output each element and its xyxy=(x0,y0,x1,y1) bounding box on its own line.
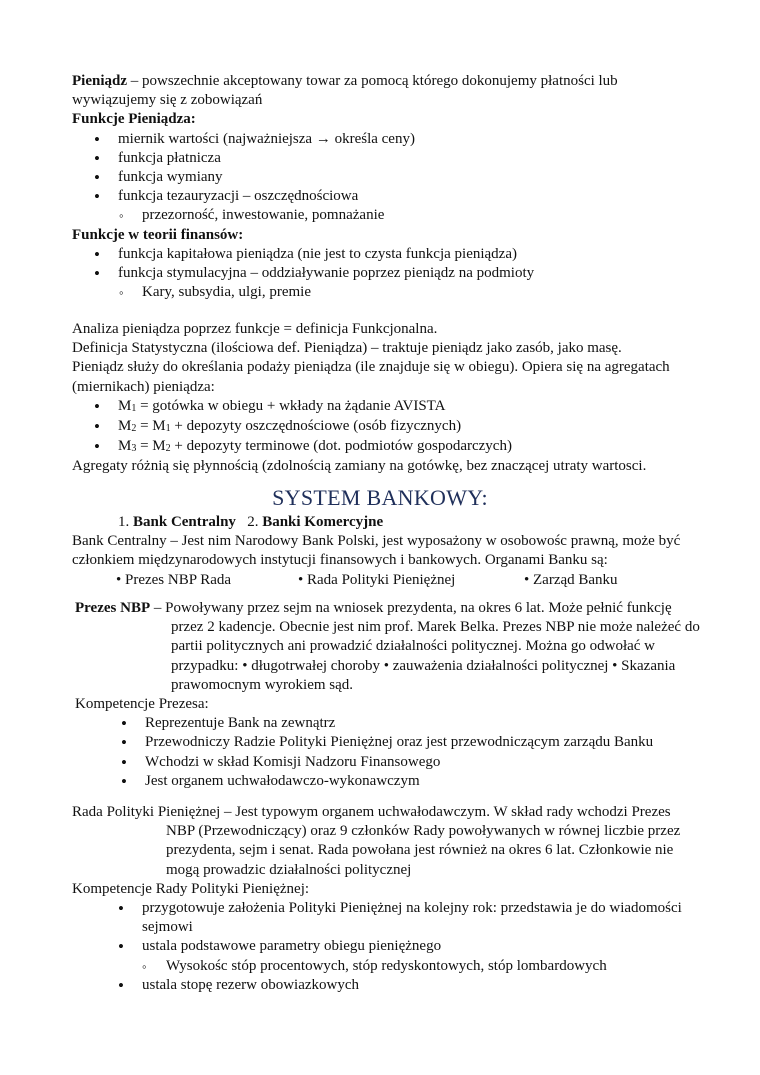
list-item: • funkcja wymiany xyxy=(72,168,702,187)
bank-type-commercial: Banki Komercyjne xyxy=(262,514,384,530)
list-item: • funkcja płatnicza xyxy=(72,149,702,168)
list-item: • Wchodzi w skład Komisji Nadzoru Finansowego xyxy=(75,753,705,772)
paragraph: Definicja Statystyczna (ilościowa def. Pieniądza) – traktuje pieniądz jako zasób, jako masę. xyxy=(72,340,622,357)
paragraph: Agregaty różnią się płynnością (zdolnością zamiany na gotówkę, bez znaczącej utraty wartosci. xyxy=(72,458,647,475)
paragraph: Pieniądz służy do określania podaży pieniądza (ile znajduje się w obiegu). Opiera się na agregatach (miernikach) pieniądza: xyxy=(72,359,670,395)
functions-list xyxy=(72,130,702,226)
money-section xyxy=(72,72,702,302)
list-item: • funkcja stymulacyjna – oddziaływanie poprzez pieniądz na podmioty xyxy=(72,264,702,283)
functions-title: Funkcje Pieniądza: xyxy=(72,111,196,128)
organ-item: • Prezes NBP Rada xyxy=(116,571,232,588)
list-item: • miernik wartości (najważniejsza → określa ceny) xyxy=(72,130,702,149)
aggregate-m3: • $M_3 = M_2$ + depozyty terminowe (dot. podmiotów gospodarczych) xyxy=(72,437,702,457)
money-term: Pieniądz xyxy=(72,73,127,89)
president-competences-title: Kompetencje Prezesa: xyxy=(75,696,209,713)
central-bank-description: Bank Centralny – Jest nim Narodowy Bank Polski, jest wyposażony w osobowośc prawną, może być członkiem międzynarodowych instytucji finansowych i bankowych. Organami Banku są: xyxy=(72,533,681,569)
sub-list-item: ◦ Wysokośc stóp procentowych, stóp redyskontowych, stóp lombardowych xyxy=(72,957,702,976)
council-section xyxy=(72,803,702,995)
list-item: • ustala podstawowe parametry obiegu pieniężnego xyxy=(72,937,702,956)
list-item: • Jest organem uchwałodawczo-wykonawczym xyxy=(75,772,705,791)
organ-item: • Zarząd Banku xyxy=(524,571,618,588)
bank-organs xyxy=(72,571,702,590)
council-competences-list xyxy=(72,899,702,995)
aggregate-m2: • $M_2 = M_1$ + depozyty oszczędnościowe (osób fizycznych) xyxy=(72,417,702,437)
bank-type-central: Bank Centralny xyxy=(133,514,236,530)
analysis-section xyxy=(72,320,702,477)
money-definition-text: – powszechnie akceptowany towar za pomocą którego dokonujemy płatności lub wywiązujemy się z zobowiązań xyxy=(72,73,618,109)
president-competences-list xyxy=(75,714,705,791)
finance-functions-list xyxy=(72,245,702,303)
organ-item: • Rada Polityki Pieniężnej xyxy=(298,571,456,588)
list-item: • przygotowuje założenia Polityki Pieniężnej na kolejny rok: przedstawia je do wiadomości sejmowi xyxy=(72,899,702,937)
council-description: Rada Polityki Pieniężnej – Jest typowym organem uchwałodawczym. W skład rady wchodzi Prezes NBP (Przewodniczący) oraz 9 członków Rady powoływanych w równej liczbie przez prezydenta, sejm i senat. Rada powołana jest również na okres 6 lat. Członkowie nie mogą prowadzic działalności politycznej xyxy=(72,804,681,878)
list-item: • Reprezentuje Bank na zewnątrz xyxy=(75,714,705,733)
president-section xyxy=(75,599,705,791)
list-item: • ustala stopę rezerw obowiazkowych xyxy=(72,976,702,995)
list-item: • funkcja kapitałowa pieniądza (nie jest to czysta funkcja pieniądza) xyxy=(72,245,702,264)
sub-list-item: ◦ przezorność, inwestowanie, pomnażanie xyxy=(72,206,702,225)
money-definition xyxy=(72,72,702,110)
paragraph: Analiza pieniądza poprzez funkcje = definicja Funkcjonalna. xyxy=(72,321,438,337)
bank-types: 1. Bank Centralny 2. Banki Komercyjne xyxy=(118,514,384,530)
banking-section xyxy=(72,513,702,590)
aggregates-list xyxy=(72,397,702,458)
section-heading: SYSTEM BANKOWY: xyxy=(272,485,488,510)
list-item: • funkcja tezauryzacji – oszczędnościowa xyxy=(72,187,702,206)
list-item: • Przewodniczy Radzie Polityki Pieniężnej oraz jest przewodniczącym zarządu Banku xyxy=(75,733,705,752)
president-description: Prezes NBP – Powoływany przez sejm na wniosek prezydenta, na okres 6 lat. Może pełnić funkcję przez 2 kadencje. Obecnie jest nim prof. Marek Belka. Prezes NBP nie może należeć do partii politycznych ani prowadzić działalności politycznej. Można go odwołać w przypadku: • długotrwałej choroby • zauważenia działalności politycznej • Skazania prawomocnym wyrokiem sąd. xyxy=(75,600,700,693)
finance-functions-title: Funkcje w teorii finansów: xyxy=(72,226,244,243)
sub-list-item: ◦ Kary, subsydia, ulgi, premie xyxy=(72,283,702,302)
aggregate-m1: • $M_1$ = gotówka w obiegu + wkłady na żądanie AVISTA xyxy=(72,397,702,417)
president-term: Prezes NBP xyxy=(75,600,151,616)
council-competences-title: Kompetencje Rady Polityki Pieniężnej: xyxy=(72,880,310,897)
